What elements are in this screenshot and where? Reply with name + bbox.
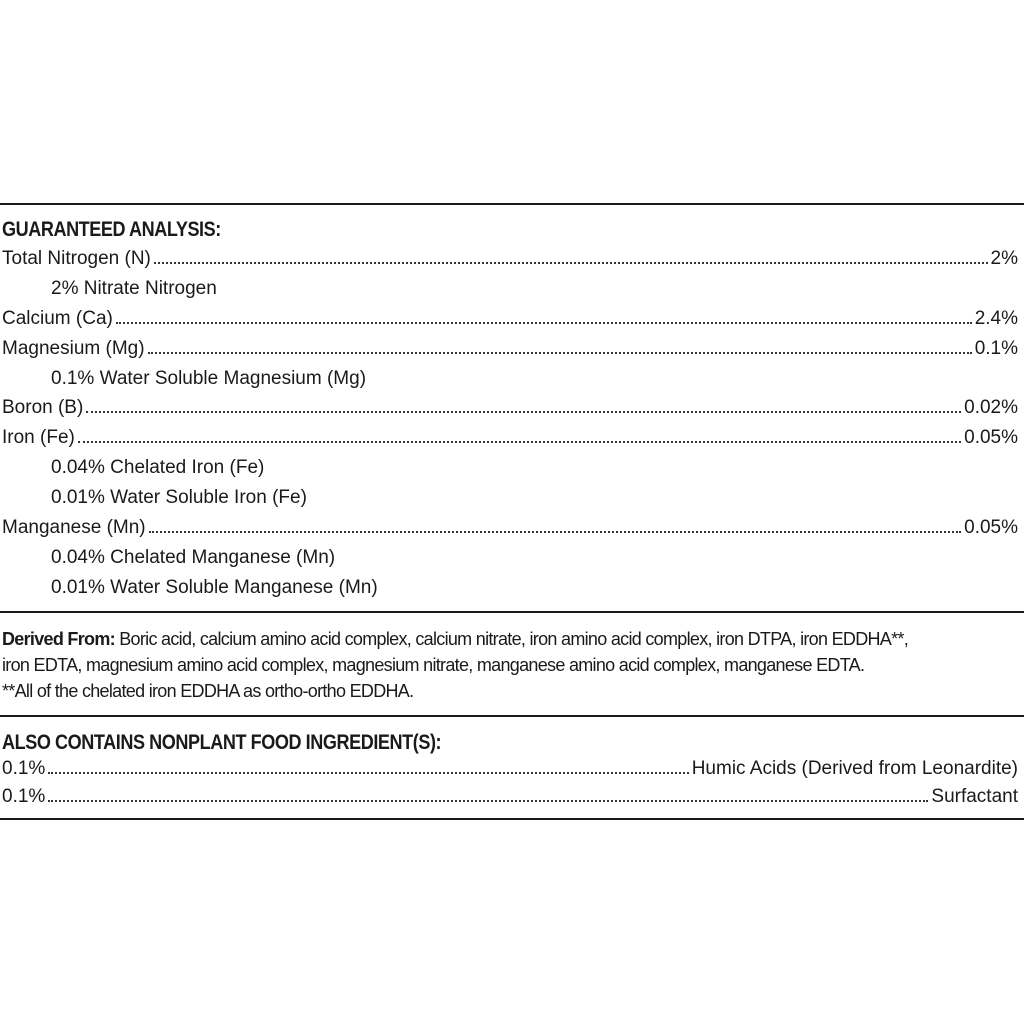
nutrient-name: Total Nitrogen (N) xyxy=(2,248,151,269)
nutrient-name: Manganese (Mn) xyxy=(2,517,146,538)
analysis-row xyxy=(2,517,1018,545)
analysis-subrow: 0.04% Chelated Manganese (Mn) xyxy=(51,547,336,568)
analysis-subrow: 0.01% Water Soluble Iron (Fe) xyxy=(51,487,307,508)
ingredient-name: Surfactant xyxy=(931,786,1018,807)
derived-from-paragraph xyxy=(2,626,1022,704)
nutrient-name: Calcium (Ca) xyxy=(2,308,113,329)
analysis-subrow: 2% Nitrate Nitrogen xyxy=(51,278,217,299)
section-divider xyxy=(0,611,1024,613)
leader-dots xyxy=(148,352,972,354)
leader-dots xyxy=(154,262,988,264)
analysis-subrow: 0.01% Water Soluble Manganese (Mn) xyxy=(51,577,378,598)
nutrient-value: 0.1% xyxy=(974,338,1018,359)
nutrient-value: 0.05% xyxy=(964,517,1018,538)
nonplant-row xyxy=(2,758,1018,786)
guaranteed-analysis-heading: GUARANTEED ANALYSIS: xyxy=(2,218,221,241)
analysis-subrow: 0.1% Water Soluble Magnesium (Mg) xyxy=(51,368,367,389)
leader-dots xyxy=(149,531,962,533)
nonplant-heading: ALSO CONTAINS NONPLANT FOOD INGREDIENT(S): xyxy=(2,731,442,754)
ingredient-percent: 0.1% xyxy=(2,758,46,779)
bottom-rule xyxy=(0,818,1024,820)
analysis-row xyxy=(2,427,1018,455)
leader-dots xyxy=(48,800,928,802)
eddha-footnote: **All of the chelated iron EDDHA as ortho-ortho EDDHA. xyxy=(2,681,414,701)
derived-from-label: Derived From: xyxy=(2,629,115,649)
ingredient-name: Humic Acids (Derived from Leonardite) xyxy=(691,758,1018,779)
analysis-row xyxy=(2,338,1018,366)
analysis-row xyxy=(2,248,1018,276)
section-divider xyxy=(0,715,1024,717)
derived-from-line: iron EDTA, magnesium amino acid complex, magnesium nitrate, manganese amino acid complex, manganese EDTA. xyxy=(2,655,865,675)
nutrient-name: Magnesium (Mg) xyxy=(2,338,145,359)
leader-dots xyxy=(116,322,972,324)
analysis-row xyxy=(2,397,1018,425)
nutrient-value: 0.05% xyxy=(964,427,1018,448)
analysis-subrow: 0.04% Chelated Iron (Fe) xyxy=(51,457,265,478)
nutrient-value: 2.4% xyxy=(974,308,1018,329)
leader-dots xyxy=(86,411,961,413)
leader-dots xyxy=(48,772,688,774)
analysis-row xyxy=(2,308,1018,336)
leader-dots xyxy=(78,441,961,443)
nutrient-name: Iron (Fe) xyxy=(2,427,75,448)
nutrient-value: 0.02% xyxy=(964,397,1018,418)
nutrient-value: 2% xyxy=(990,248,1018,269)
ingredient-percent: 0.1% xyxy=(2,786,46,807)
derived-from-line xyxy=(2,626,1022,652)
derived-from-text: Boric acid, calcium amino acid complex, calcium nitrate, iron amino acid complex, iron DTPA, iron EDDHA**, xyxy=(114,629,909,649)
nonplant-row xyxy=(2,786,1018,814)
top-rule xyxy=(0,203,1024,205)
nutrient-name: Boron (B) xyxy=(2,397,84,418)
